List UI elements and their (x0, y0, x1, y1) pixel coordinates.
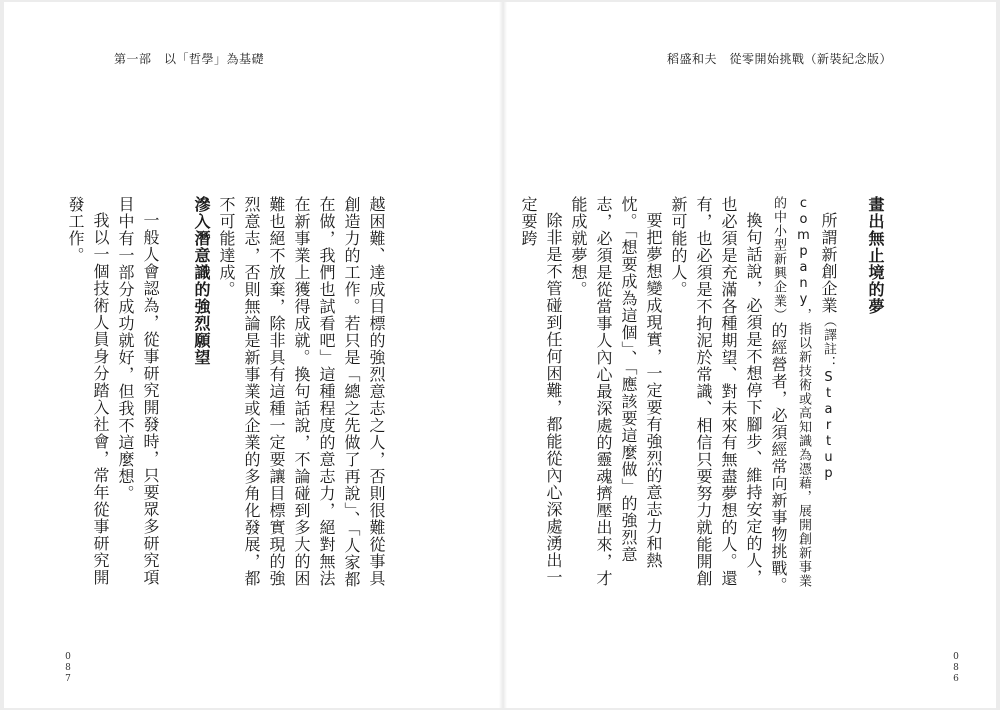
paragraph: 要把夢想變成現實，一定要有強烈的意志力和熱忱。「想要成為這個」、「應該要這麼做」的強烈意志，必須是從當事人內心最深處的靈魂擠壓出來，才能成就夢想。 (569, 196, 663, 587)
running-head-right: 稻盛和夫 從零開始挑戰（新裝紀念版） (666, 52, 892, 66)
paragraph: 除非是不管碰到任何困難，都能從內心深處湧出一定要跨 (519, 196, 563, 586)
paragraph: 越困難、達成目標的強烈意志之人，否則很難從事具創造力的工作。若只是「總之先做了再說」、「人家都在做，我們也試看吧」這種程度的意志力，絕對無法在新事業上獲得成就。換句話說，不論碰到多大的困難也絕不放棄，除非具有這種一定要讓目標實現的強烈意志，否則無論是新事業或企業的多角化發展，都不可能達成。 (217, 196, 386, 588)
paragraph (766, 196, 841, 596)
page-number-left: 087 (63, 652, 73, 685)
left-page-body (63, 196, 389, 596)
running-head-left: 第一部 以「哲學」為基礎 (114, 52, 265, 66)
paragraph: 我以一個技術人員身分踏入社會，常年從事研究開發工作。 (66, 196, 110, 586)
paragraph: 一般人會認為，從事研究開發時，只要眾多研究項目中有一部分成功就好，但我不這麼想。 (116, 196, 160, 586)
book-spread (4, 2, 996, 708)
translator-note: （譯註：Startup company，指以新技術或高知識為憑藉，展開創新事業的中小型新興企業） (771, 196, 836, 588)
right-page-body (516, 196, 888, 596)
section-heading-left: 滲入潛意識的強烈願望 (192, 196, 211, 366)
paragraph-text: 的經營者，必須經常向新事物挑戰。 (769, 322, 788, 594)
paragraph: 換句話說，必須是不想停下腳步、維持安定的人，也必須是充滿各種期望、對未來有無盡夢想的人。還有，也必須是不拘泥於常識、相信只要努力就能開創新可能的人。 (669, 196, 763, 587)
paragraph-text: 所謂新創企業 (819, 212, 838, 314)
section-heading-right: 畫出無止境的夢 (866, 196, 885, 315)
book-gutter (499, 2, 507, 708)
page-number-right: 086 (951, 652, 961, 685)
